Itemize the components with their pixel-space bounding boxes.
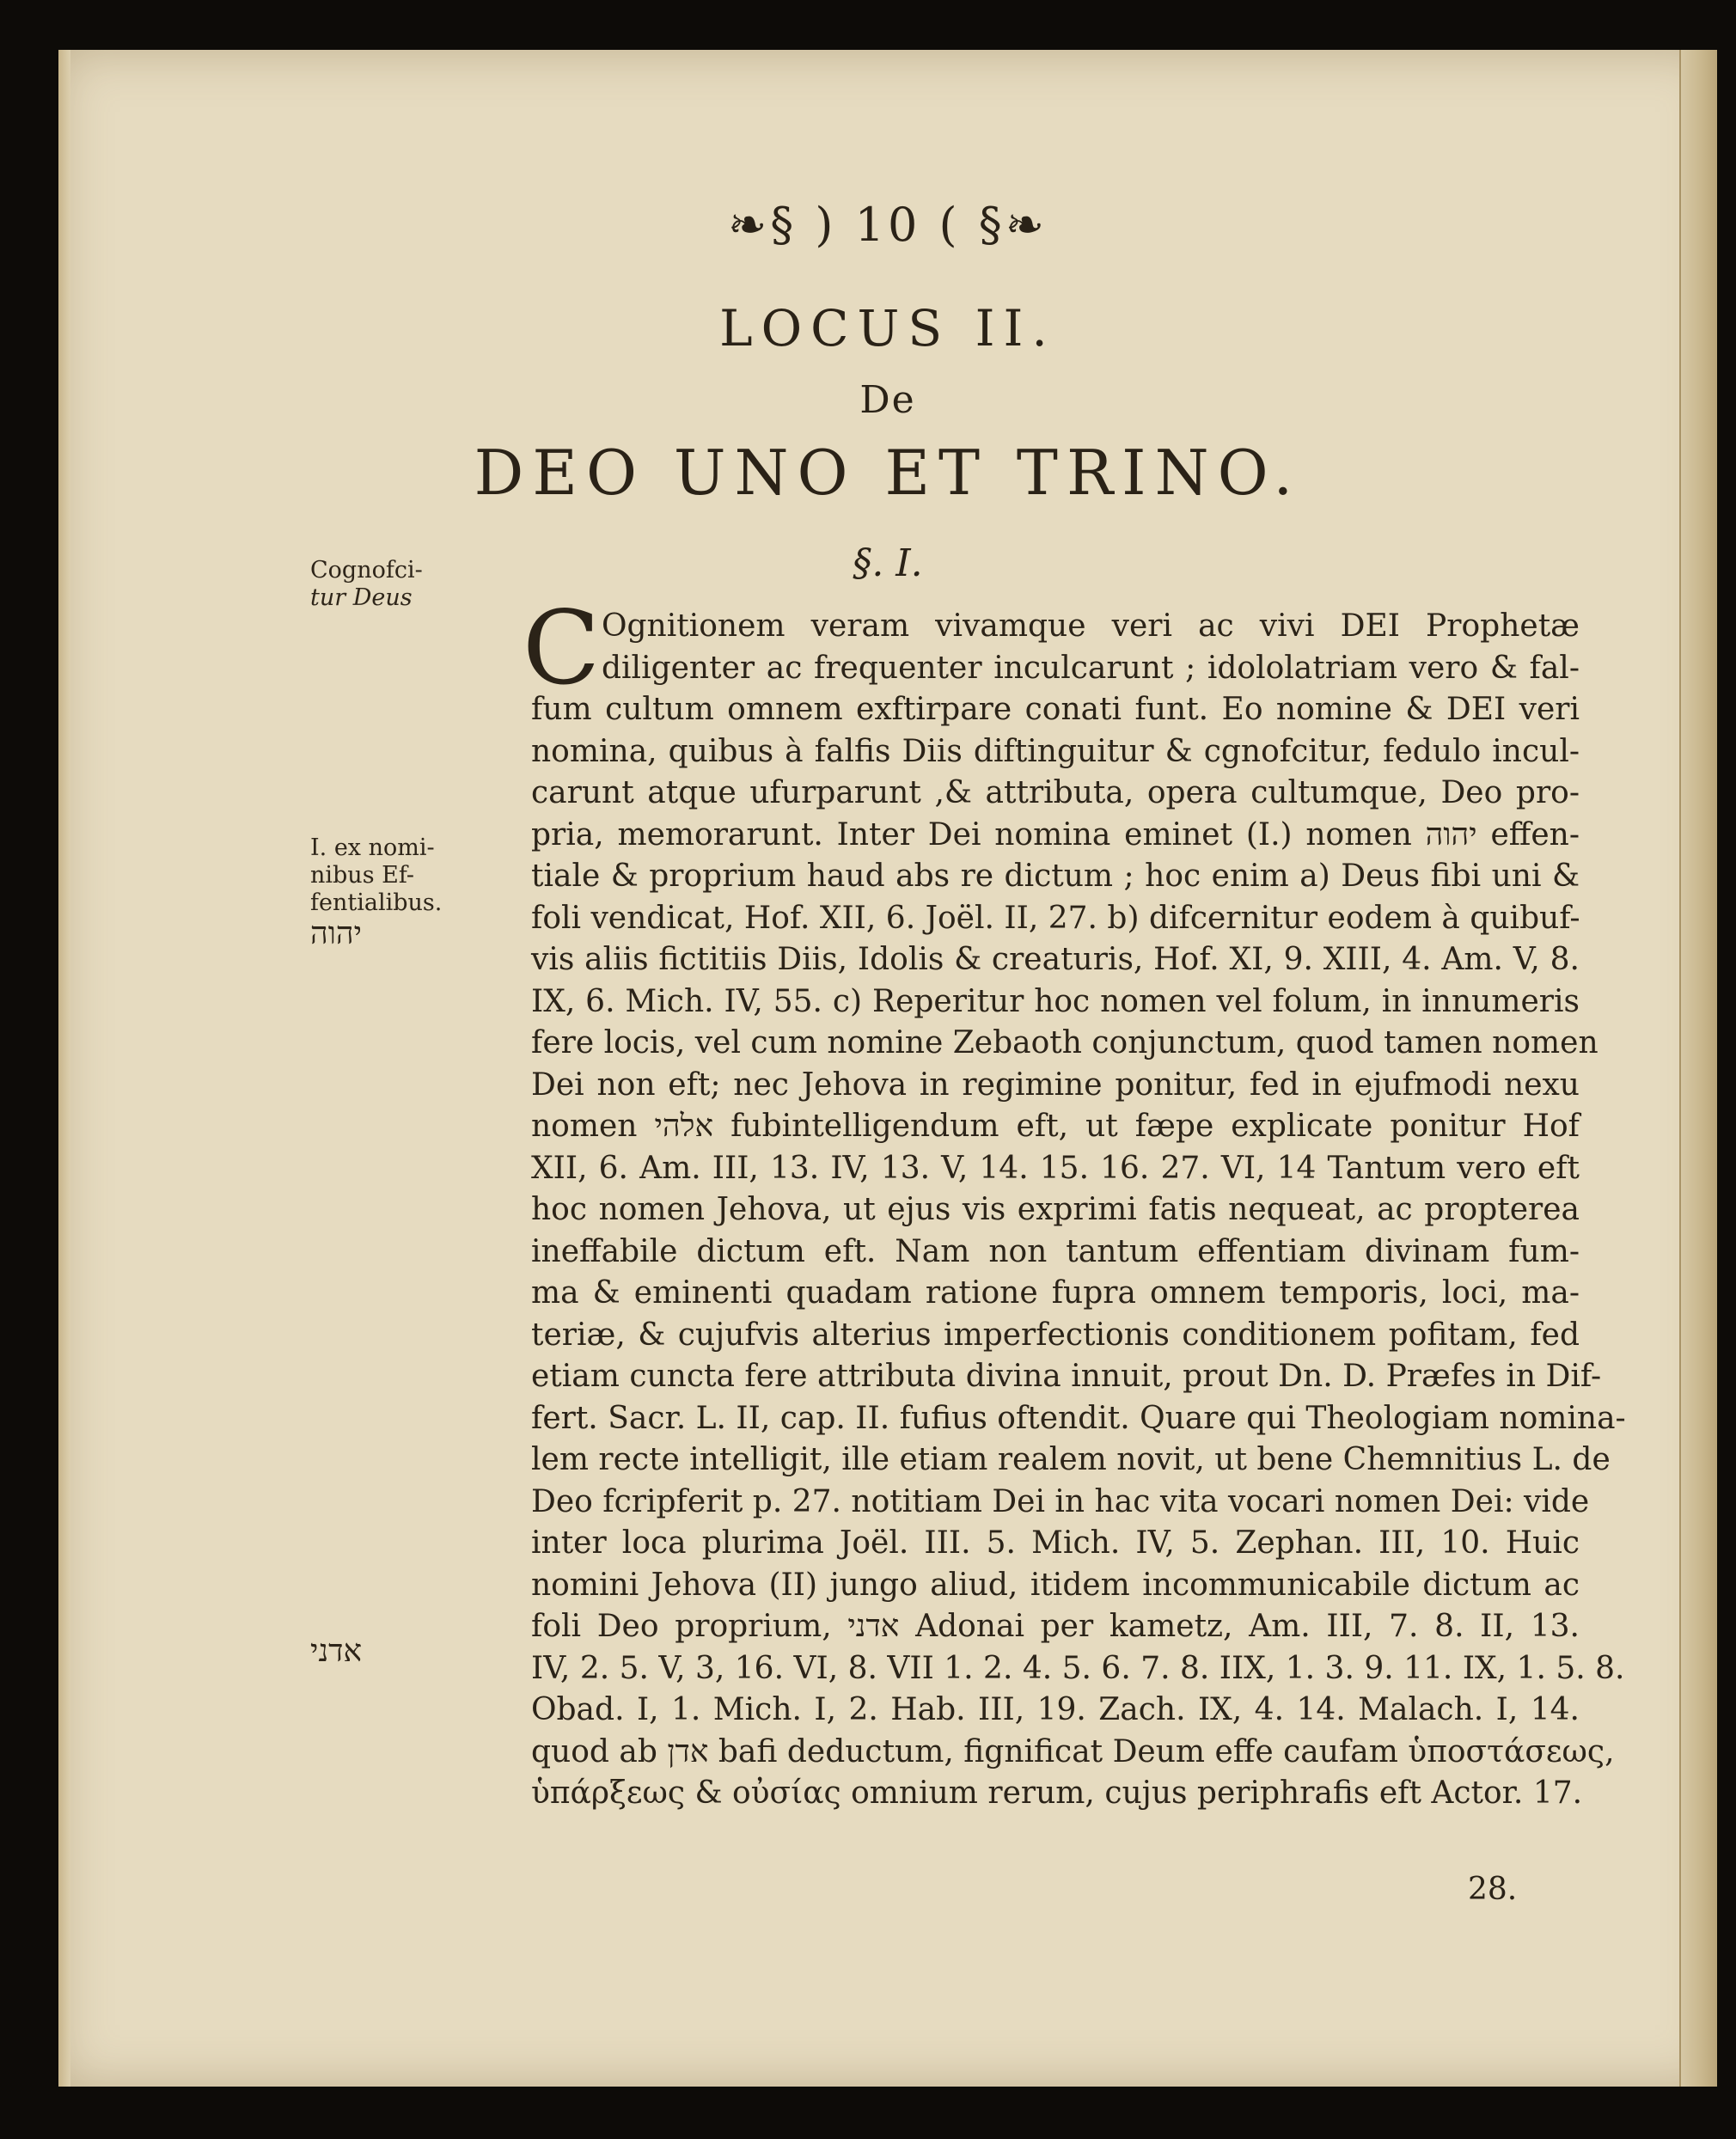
text-line: carunt atque ufurparunt ,& attributa, opera cultumque, Deo pro- <box>531 775 1580 810</box>
section-mark: §. I. <box>853 541 923 585</box>
text-line: nomen אלהי fubintelligendum eft, ut fæpe explicate ponitur Hof <box>531 1109 1580 1144</box>
margin-note-line: fentialibus. <box>310 889 443 916</box>
text-line: nomina, quibus à falfis Diis diftinguitur & cgnofcitur, fedulo incul- <box>531 733 1580 769</box>
book-page <box>58 50 1717 2087</box>
text-line: ὑπάρξεως & οὐσίας omnium rerum, cujus periphrafis eft Actor. 17. <box>531 1775 1583 1811</box>
text-line: fert. Sacr. L. II, cap. II. fufius oftendit. Quare qui Theologiam nomina- <box>531 1400 1626 1436</box>
subject-heading: DEO UNO ET TRINO. <box>474 437 1302 509</box>
text-line: IV, 2. 5. V, 3, 16. VI, 8. VII 1. 2. 4. 5. 6. 7. 8. IIX, 1. 3. 9. 11. IX, 1. 5. 8. <box>531 1650 1625 1686</box>
text-line: Ognitionem veram vivamque veri ac vivi DEI Prophetæ <box>602 608 1580 644</box>
de-heading: De <box>859 378 916 422</box>
text-line: tiale & proprium haud abs re dictum ; hoc enim a) Deus fibi uni & <box>531 859 1580 894</box>
drop-cap: C <box>523 589 601 707</box>
text-line: Dei non eft; nec Jehova in regimine ponitur, fed in ejufmodi nexu <box>531 1066 1580 1103</box>
margin-note-hebrew-adonai: אדני <box>310 1634 363 1669</box>
text-line: ma & eminenti quadam ratione fupra omnem temporis, loci, ma- <box>531 1275 1580 1311</box>
margin-note-line: Cognofci- <box>310 557 423 584</box>
text-line: teriæ, & cujufvis alterius imperfectionis conditionem pofitam, fed <box>531 1317 1580 1353</box>
text-line: fum cultum omnem exftirpare conati funt. Eo nomine & DEI veri <box>531 692 1580 727</box>
locus-heading: LOCUS II. <box>719 299 1056 358</box>
body-text <box>523 589 1626 1815</box>
margin-note-nominibus <box>310 834 461 951</box>
text-line: quod ab אדן bafi deductum, fignificat Deum effe caufam ὑποστάσεως, <box>531 1733 1615 1769</box>
text-line: inter loca plurima Joël. III. 5. Mich. IV, 5. Zephan. III, 10. Huic <box>531 1525 1580 1561</box>
catchword: 28. <box>1468 1872 1518 1907</box>
text-line: ineffabile dictum eft. Nam non tantum effentiam divinam fum- <box>531 1233 1580 1269</box>
text-line: Deo fcripferit p. 27. notitiam Dei in hac vita vocari nomen Dei: vide <box>531 1483 1590 1519</box>
text-line: lem recte intelligit, ille etiam realem novit, ut bene Chemnitius L. de <box>531 1442 1611 1477</box>
text-line: nomini Jehova (II) jungo aliud, itidem incommunicabile dictum ac <box>531 1567 1580 1603</box>
margin-note-line: tur Deus <box>310 584 413 611</box>
text-line: foli vendicat, Hof. XII, 6. Joël. II, 27. b) difcernitur eodem à quibuf- <box>531 900 1580 936</box>
margin-note-line: nibus Ef- <box>310 862 414 889</box>
text-line: fere locis, vel cum nomine Zebaoth conjunctum, quod tamen nomen <box>531 1025 1598 1060</box>
text-line: diligenter ac frequenter inculcarunt ; idololatriam vero & fal- <box>602 650 1580 686</box>
text-line: foli Deo proprium, אדני Adonai per kametz, Am. III, 7. 8. II, 13. <box>531 1609 1580 1644</box>
text-line: Obad. I, 1. Mich. I, 2. Hab. III, 19. Zach. IX, 4. 14. Malach. I, 14. <box>531 1692 1580 1727</box>
text-line: vis aliis fictitiis Diis, Idolis & creaturis, Hof. XI, 9. XIII, 4. Am. V, 8. <box>531 942 1580 977</box>
margin-note-cognoscitur <box>310 557 461 612</box>
margin-note-hebrew-tetragrammaton: יהוה <box>310 916 363 951</box>
margin-note-line: I. ex nomi- <box>310 834 435 861</box>
text-line: XII, 6. Am. III, 13. IV, 13. V, 14. 15. 16. 27. VI, 14 Tantum vero eft <box>531 1150 1580 1186</box>
text-line: IX, 6. Mich. IV, 55. c) Reperitur hoc nomen vel folum, in innumeris <box>531 983 1580 1019</box>
margin-note-adonai <box>310 1634 461 1669</box>
text-line: hoc nomen Jehova, ut ejus vis exprimi fatis nequeat, ac propterea <box>531 1192 1580 1227</box>
text-line: etiam cuncta fere attributa divina innuit, prout Dn. D. Præfes in Dif- <box>531 1359 1602 1394</box>
running-head: ❧§ ) 10 ( §❧ <box>728 198 1048 252</box>
text-line: pria, memorarunt. Inter Dei nomina eminet (I.) nomen יהוה effen- <box>531 816 1580 853</box>
